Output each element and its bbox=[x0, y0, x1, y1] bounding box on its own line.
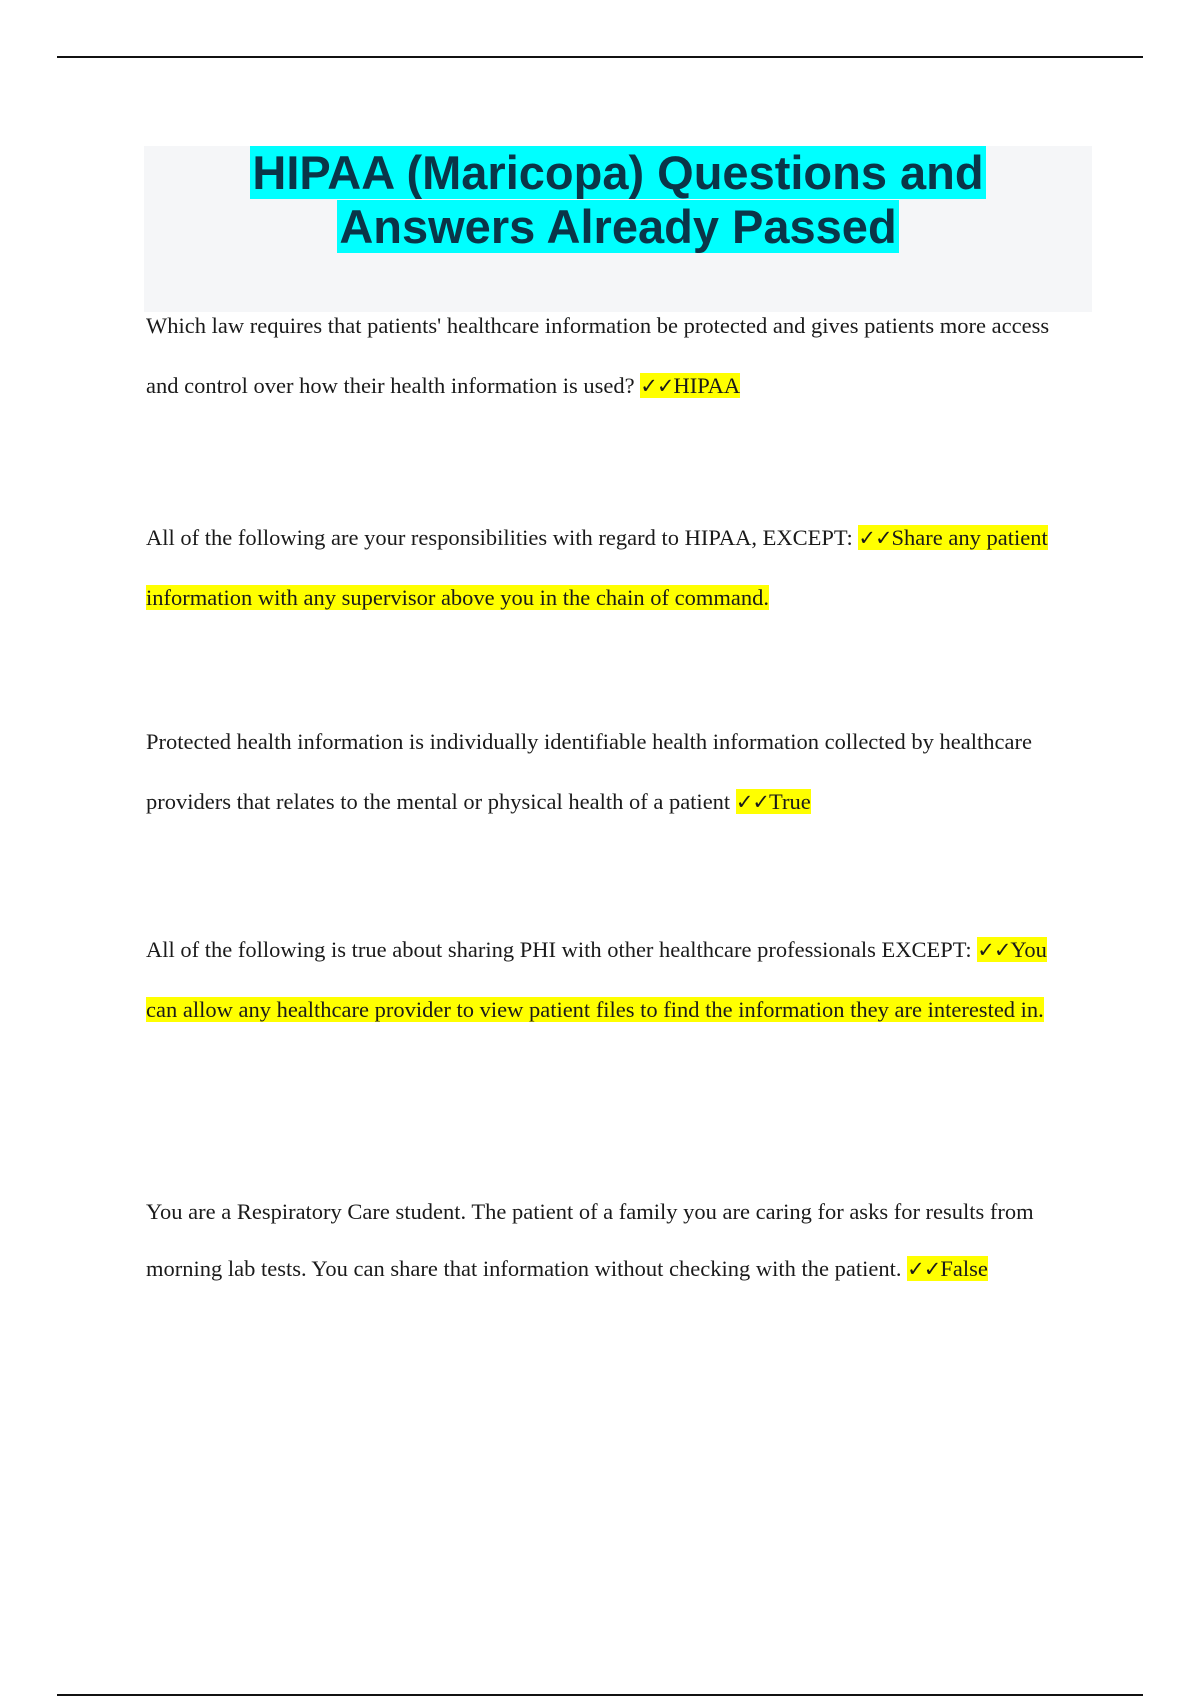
answer-text: True bbox=[769, 789, 811, 814]
answer-text: You can allow any healthcare provider to view patient files to find the information they are interested in. bbox=[146, 937, 1047, 1022]
check-mark-icon: ✓✓ bbox=[977, 938, 1011, 962]
check-mark-icon: ✓✓ bbox=[640, 374, 674, 398]
qa-item bbox=[146, 1183, 1076, 1298]
title-block bbox=[144, 146, 1092, 312]
check-mark-icon: ✓✓ bbox=[858, 526, 892, 550]
qa-item bbox=[146, 920, 1076, 1040]
answer-highlight bbox=[907, 1256, 988, 1281]
document-title bbox=[144, 146, 1092, 254]
qa-item bbox=[146, 296, 1076, 416]
answer-highlight bbox=[736, 789, 811, 814]
question-text: You are a Respiratory Care student. The patient of a family you are caring for asks for results from morning lab tests. You can share that information without checking with the patient. bbox=[146, 1199, 1034, 1281]
answer-highlight bbox=[640, 373, 740, 398]
question-text: All of the following is true about sharing PHI with other healthcare professionals EXCEPT: bbox=[146, 937, 972, 962]
answer-text: False bbox=[940, 1256, 988, 1281]
footer-rule bbox=[57, 1694, 1143, 1696]
question-text: All of the following are your responsibilities with regard to HIPAA, EXCEPT: bbox=[146, 525, 853, 550]
check-mark-icon: ✓✓ bbox=[735, 790, 770, 814]
qa-item bbox=[146, 508, 1076, 628]
qa-item bbox=[146, 712, 1076, 832]
answer-text: Share any patient information with any supervisor above you in the chain of command. bbox=[146, 525, 1048, 610]
title-line-2: Answers Already Passed bbox=[339, 200, 897, 253]
question-text: Which law requires that patients' healthcare information be protected and gives patients more access and control over how their health information is used? bbox=[146, 313, 1050, 398]
title-line-1: HIPAA (Maricopa) Questions and bbox=[252, 146, 984, 199]
question-text: Protected health information is individually identifiable health information collected by healthcare providers that relates to the mental or physical health of a patient bbox=[146, 729, 1032, 814]
check-mark-icon: ✓✓ bbox=[907, 1257, 941, 1281]
header-rule bbox=[57, 56, 1143, 58]
answer-text: HIPAA bbox=[673, 373, 741, 398]
